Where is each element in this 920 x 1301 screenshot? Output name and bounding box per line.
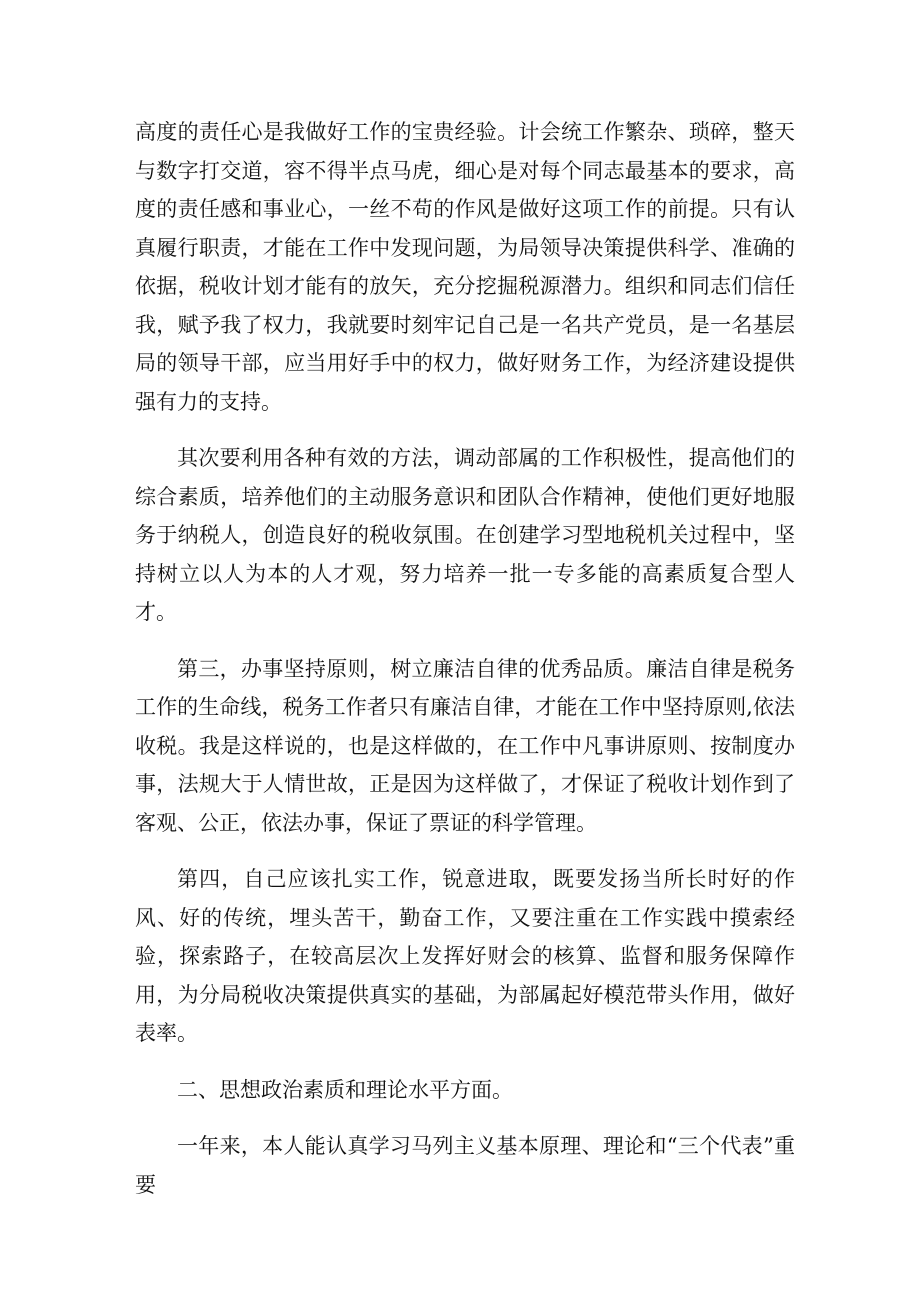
paragraph-study: 一年来，本人能认真学习马列主义基本原理、理论和“三个代表”重要 xyxy=(135,1134,795,1197)
paragraph-second-point: 其次要利用各种有效的方法，调动部属的工作积极性，提高他们的综合素质，培养他们的主动服务意识和团队合作精神，使他们更好地服务于纳税人，创造良好的税收氛围。在创建学习型地税机关过程中，坚持树立以人为本的人才观，努力培养一批一专多能的高素质复合型人才。 xyxy=(135,446,795,624)
paragraph-third-point: 第三，办事坚持原则，树立廉洁自律的优秀品质。廉洁自律是税务工作的生命线，税务工作者只有廉洁自律，才能在工作中坚持原则,依法收税。我是这样说的，也是这样做的，在工作中凡事讲原则、按制度办事，法规大于人情世故，正是因为这样做了，才保证了税收计划作到了客观、公正，依法办事，保证了票证的科学管理。 xyxy=(135,656,795,835)
document-body xyxy=(135,113,795,1222)
paragraph-fourth-point: 第四，自己应该扎实工作，锐意进取，既要发扬当所长时好的作风、好的传统，埋头苦干，勤奋工作，又要注重在工作实践中摸索经验，探索路子，在较高层次上发挥好财会的核算、监督和服务保障作用，为分局税收决策提供真实的基础，为部属起好模范带头作用，做好表率。 xyxy=(135,867,795,1045)
section-heading-political-quality: 二、思想政治素质和理论水平方面。 xyxy=(177,1077,513,1102)
paragraph-responsibility: 高度的责任心是我做好工作的宝贵经验。计会统工作繁杂、琐碎，整天与数字打交道，容不得半点马虎，细心是对每个同志最基本的要求，高度的责任感和事业心，一丝不苟的作风是做好这项工作的前提。只有认真履行职责，才能在工作中发现问题，为局领导决策提供科学、准确的依据，税收计划才能有的放矢，充分挖掘税源潜力。组织和同志们信任我，赋予我了权力，我就要时刻牢记自己是一名共产党员，是一名基层局的领导干部，应当用好手中的权力，做好财务工作，为经济建设提供强有力的支持。 xyxy=(135,120,795,414)
